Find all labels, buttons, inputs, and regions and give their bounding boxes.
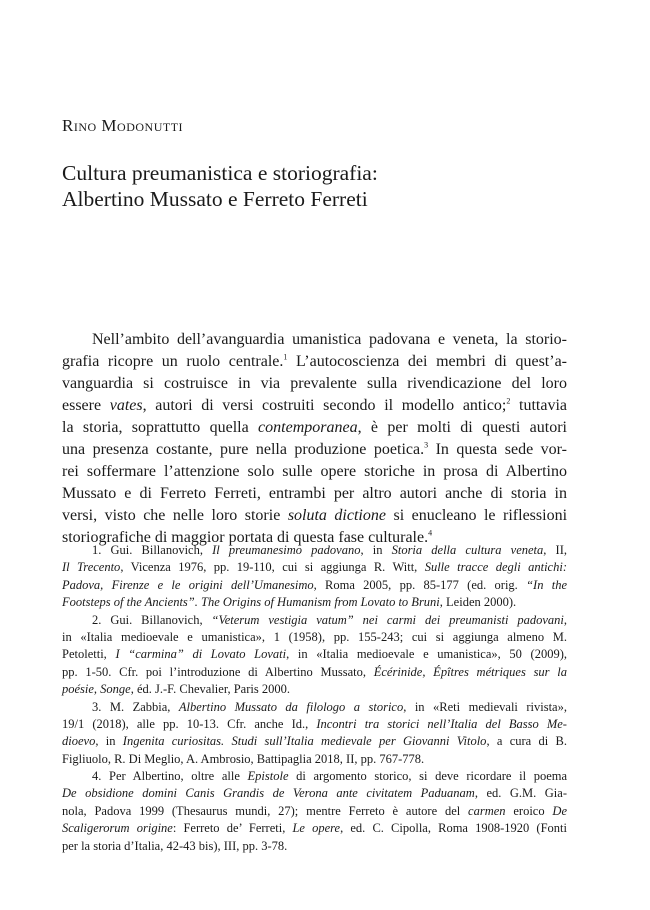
text-span: 4. Per Albertino, oltre alle bbox=[92, 769, 248, 784]
italic-text: Incontri tra storici nell’Italia del Basso Me- bbox=[316, 716, 567, 731]
italic-text: Écérinide, Épîtres métriques sur la bbox=[373, 664, 567, 679]
text-span: vanguardia si costruisce in via prevalente sulla rivendicazione del loro bbox=[62, 375, 567, 392]
footnote-line bbox=[62, 803, 567, 820]
text-span: Figliuolo, R. Di Meglio, A. Ambrosio, Battipaglia 2018, II, pp. 767-778. bbox=[62, 751, 425, 766]
footnote-1 bbox=[62, 542, 567, 612]
italic-text: vates bbox=[109, 397, 143, 414]
italic-text: soluta dictione bbox=[287, 507, 386, 524]
text-span: , in bbox=[360, 543, 392, 557]
text-span: 3. M. Zabbia, bbox=[92, 699, 179, 714]
text-span: una presenza costante, pure nella produzione poetica. bbox=[62, 441, 425, 458]
footnote-ref: 4 bbox=[428, 528, 433, 538]
text-span: di argomento storico, si deve ricordare il poema bbox=[288, 769, 568, 784]
text-span: , Vicenza 1976, pp. 19-110, cui si aggiunga R. Witt, bbox=[120, 560, 425, 575]
text-span: In questa sede vor- bbox=[428, 441, 567, 458]
text-span: per la storia d’Italia, 42-43 bis), III, pp. 3-78. bbox=[62, 838, 288, 853]
footnote-line bbox=[62, 716, 567, 733]
italic-text: De obsidione domini Canis Grandis de Verona ante civitatem Paduanam bbox=[62, 786, 475, 801]
text-span: versi, visto che nelle loro storie bbox=[62, 507, 288, 524]
text-span: , in «Reti medievali rivista», bbox=[403, 699, 567, 714]
text-span: , bbox=[563, 612, 568, 627]
text-span: , è per molti di questi autori bbox=[357, 419, 568, 436]
text-span: 2. Gui. Billanovich, bbox=[92, 612, 212, 627]
italic-text: Il preumanesimo padovano bbox=[212, 543, 361, 557]
footnote-ref: 2 bbox=[506, 396, 511, 406]
text-span: , II, bbox=[543, 543, 568, 557]
text-span: eroico bbox=[505, 803, 553, 818]
text-span: in «Italia medioevale e umanistica», 1 (1958), pp. 155-243; cui si aggiunga almeno M. bbox=[62, 629, 567, 644]
footnote-line bbox=[62, 646, 567, 663]
body-line bbox=[62, 373, 567, 395]
text-span: tuttavia bbox=[510, 397, 568, 414]
text-span: Mussato e di Ferreto Ferreti, entrambi per altro autori anche di storia in bbox=[62, 485, 567, 502]
italic-text: Ingenita curiositas. Studi sull’Italia medievale per Giovanni Vitolo bbox=[122, 734, 487, 749]
italic-text: carmen bbox=[468, 803, 506, 818]
body-line bbox=[62, 417, 567, 439]
footnote-3 bbox=[62, 699, 567, 769]
italic-text: Sulle tracce degli antichi: bbox=[424, 560, 567, 575]
text-span: nola, Padova 1999 (Thesaurus mundi, 27); mentre Ferreto è autore del bbox=[62, 803, 469, 818]
text-span: , in «Italia medioevale e umanistica», 50 (2009), bbox=[286, 647, 568, 662]
footnote-line bbox=[62, 785, 567, 802]
footnote-line bbox=[62, 542, 567, 559]
footnote-ref: 1 bbox=[283, 352, 288, 362]
footnote-ref: 3 bbox=[424, 440, 429, 450]
footnote-line bbox=[62, 664, 567, 681]
footnote-line bbox=[62, 699, 567, 716]
text-span: , Leiden 2000). bbox=[439, 595, 517, 610]
footnote-2 bbox=[62, 612, 567, 699]
body-line bbox=[62, 439, 567, 461]
italic-text: Padova, Firenze e le origini dell’Umanesimo bbox=[62, 577, 314, 592]
text-span: , in bbox=[95, 734, 123, 749]
body-line bbox=[62, 505, 567, 527]
body-line bbox=[62, 483, 567, 505]
body-line bbox=[62, 329, 567, 351]
footnote-line bbox=[62, 838, 567, 855]
footnote-4 bbox=[62, 768, 567, 855]
text-span: Nell’ambito dell’avanguardia umanistica padovana e veneta, la storio- bbox=[92, 331, 567, 348]
italic-text: “Veterum vestigia vatum” nei carmi dei preumanisti padovani bbox=[211, 612, 564, 627]
text-span: , a cura di B. bbox=[486, 734, 567, 749]
text-span: : Ferreto de’ Ferreti, bbox=[172, 821, 293, 836]
paper-title bbox=[62, 160, 378, 212]
italic-text: Scaligerorum origine bbox=[62, 821, 173, 836]
text-span: , ed. C. Cipolla, Roma 1908-1920 (Fonti bbox=[340, 821, 567, 836]
footnote-line bbox=[62, 681, 567, 698]
author-name: Rino Modonutti bbox=[62, 116, 184, 135]
footnote-line bbox=[62, 594, 567, 611]
footnotes bbox=[62, 542, 567, 855]
footnote-line bbox=[62, 768, 567, 785]
italic-text: “In the bbox=[526, 577, 567, 592]
text-span: essere bbox=[62, 397, 110, 414]
footnote-line bbox=[62, 629, 567, 646]
italic-text: Storia della cultura veneta bbox=[391, 543, 544, 557]
italic-text: Footsteps of the Ancients”. The Origins of Humanism from Lovato to Bruni bbox=[62, 595, 440, 610]
text-span: si enucleano le riflessioni bbox=[385, 507, 568, 524]
text-span: Petoletti, bbox=[62, 647, 116, 662]
text-span: , ed. G.M. Gia- bbox=[474, 786, 567, 801]
text-span: la storia, soprattutto quella bbox=[62, 419, 259, 436]
footnote-line bbox=[62, 577, 567, 594]
footnote-line bbox=[62, 751, 567, 768]
italic-text: contemporanea bbox=[258, 419, 358, 436]
footnote-line bbox=[62, 612, 567, 629]
text-span: 19/1 (2018), alle pp. 10-13. Cfr. anche Id., bbox=[62, 716, 317, 731]
text-span: , autori di versi costruiti secondo il modello antico; bbox=[142, 397, 507, 414]
italic-text: De bbox=[552, 803, 567, 818]
text-span: , éd. J.-F. Chevalier, Paris 2000. bbox=[130, 682, 290, 697]
italic-text: Albertino Mussato da filologo a storico bbox=[178, 699, 404, 714]
body-line bbox=[62, 351, 567, 373]
footnote-line bbox=[62, 820, 567, 837]
text-span: storiografiche di maggior portata di questa fase culturale. bbox=[62, 529, 429, 546]
text-span: , Roma 2005, pp. 85-177 (ed. orig. bbox=[313, 577, 527, 592]
footnote-line bbox=[62, 733, 567, 750]
body-line bbox=[62, 461, 567, 483]
text-span: L’autocoscienza dei membri di quest’a- bbox=[287, 353, 567, 370]
title-line-2: Albertino Mussato e Ferreto Ferreti bbox=[62, 187, 368, 211]
title-line-1: Cultura preumanistica e storiografia: bbox=[62, 161, 378, 185]
body-line bbox=[62, 395, 567, 417]
italic-text: Il Trecento bbox=[62, 560, 121, 575]
italic-text: poésie, Songe bbox=[62, 682, 131, 697]
text-span: pp. 1-50. Cfr. poi l’introduzione di Albertino Mussato, bbox=[62, 664, 374, 679]
italic-text: I “carmina” di Lovato Lovati bbox=[115, 647, 287, 662]
text-span: 1. Gui. Billanovich, bbox=[92, 543, 213, 557]
italic-text: Le opere bbox=[292, 821, 341, 836]
footnote-line bbox=[62, 559, 567, 576]
text-span: grafia ricopre un ruolo centrale. bbox=[62, 353, 284, 370]
body-paragraph bbox=[62, 329, 567, 549]
text-span: rei soffermare l’attenzione solo sulle opere storiche in prosa di Albertino bbox=[62, 463, 567, 480]
italic-text: Epistole bbox=[247, 769, 289, 784]
italic-text: dioevo bbox=[62, 734, 96, 749]
